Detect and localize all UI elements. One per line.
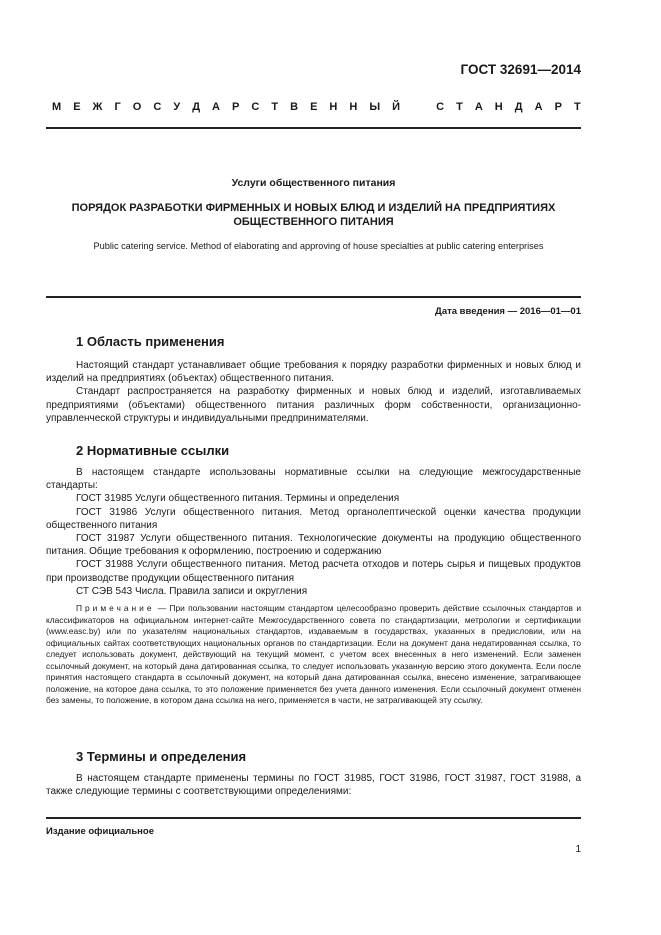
reference-item: ГОСТ 31988 Услуги общественного питания. Метод расчета отходов и потерь сырья и пищевых продуктов при производстве продукции общественного питания xyxy=(46,559,581,584)
standard-number: ГОСТ 32691—2014 xyxy=(460,62,581,77)
top-rule xyxy=(46,127,581,129)
reference-note xyxy=(46,603,581,707)
section-3-paragraph-1: В настоящем стандарте применены термины по ГОСТ 31985, ГОСТ 31986, ГОСТ 31987, ГОСТ 31988, а также следующие термины с соответствующими определениями: xyxy=(46,773,581,798)
banner-letter: С xyxy=(251,101,260,113)
banner-letter: Р xyxy=(554,101,562,113)
section-2-heading: 2 Нормативные ссылки xyxy=(76,443,230,458)
section-1-heading: 1 Область применения xyxy=(76,334,225,349)
banner-letter: Е xyxy=(73,101,81,113)
banner-letter: В xyxy=(290,101,299,113)
section-2-body xyxy=(46,466,581,707)
section-2-intro: В настоящем стандарте использованы нормативные ссылки на следующие межгосударственные стандарты: xyxy=(46,467,581,492)
banner-letter: Н xyxy=(349,101,358,113)
banner-letter: С xyxy=(153,101,162,113)
reference-item: ГОСТ 31985 Услуги общественного питания. Термины и определения xyxy=(76,493,400,505)
banner-letter: Р xyxy=(232,101,240,113)
section-1-body xyxy=(46,359,581,425)
banner-letter: Д xyxy=(192,101,201,113)
banner-letter: А xyxy=(212,101,220,113)
section-1-paragraph-1: Настоящий стандарт устанавливает общие требования к порядку разработки фирменных и новых блюд и изделий на предприятиях (объектах) общественного питания. xyxy=(46,360,581,385)
banner-letter: Ы xyxy=(369,101,381,113)
banner-letter: О xyxy=(132,101,142,113)
banner-letter: А xyxy=(474,101,483,113)
subject-title: Услуги общественного питания xyxy=(231,177,396,189)
bottom-rule xyxy=(46,817,581,819)
banner-letter: М xyxy=(52,101,62,113)
official-edition-label: Издание официальное xyxy=(46,826,154,837)
reference-item: ГОСТ 31987 Услуги общественного питания. Технологические документы на продукцию общественного питания. Общие требования к оформлению, построению и содержанию xyxy=(46,533,581,558)
note-label: Примечание xyxy=(76,603,155,614)
interstate-standard-banner xyxy=(52,101,581,113)
reference-item: ГОСТ 31986 Услуги общественного питания. Метод органолептической оценки качества продукции общественного питания xyxy=(46,506,581,531)
banner-letter: Е xyxy=(310,101,318,113)
banner-letter: Д xyxy=(514,101,523,113)
english-title: Public catering service. Method of elaborating and approving of house specialties at public catering enterprises xyxy=(93,241,544,251)
banner-letter: Т xyxy=(573,101,581,113)
main-title: ПОРЯДОК РАЗРАБОТКИ ФИРМЕННЫХ И НОВЫХ БЛЮД И ИЗДЕЛИЙ НА ПРЕДПРИЯТИЯХ ОБЩЕСТВЕННОГО ПИТАНИЯ xyxy=(71,202,556,228)
banner-letter: Й xyxy=(392,101,401,113)
introduction-date: Дата введения — 2016—01—01 xyxy=(435,306,581,317)
section-3-body xyxy=(46,772,581,798)
banner-letter: У xyxy=(173,101,181,113)
banner-letter: Н xyxy=(329,101,338,113)
section-1-paragraph-2: Стандарт распространяется на разработку фирменных и новых блюд и изделий, изготавливаемых предприятиями (объектами) общественного питания различных форм собственности, организационно-управленческой структуры и индивидуальными предпринимателями. xyxy=(46,386,581,424)
banner-letter: Г xyxy=(114,101,121,113)
banner-letter: С xyxy=(436,101,445,113)
section-3-heading: 3 Термины и определения xyxy=(76,749,247,764)
note-text: — При пользовании настоящим стандартом целесообразно проверить действие ссылочных стандартов и классификаторов на официальном интернет-сайте Межгосударственного совета по стандартизации, метрологии и сертификации (www.easc.by) или по указателям национальных стандартов, издаваемым в государствах, указанных в предисловии, или на официальных сайтах соответствующих национальных органов по стандартизации. Если на документ дана недатированная ссылка, то следует использовать документ, действующий на текущий момент, с учетом всех внесенных в него изменений. Если заменен ссылочный документ, на который дана датированная ссылка, то следует использовать указанную версию этого документа. Если после принятия настоящего стандарта в ссылочный документ, на который дана датированная ссылка, внесено изменение, затрагивающее положение, на которое дана ссылка, то это положение применяется без учета данного изменения. Если ссылочный документ отменен без замены, то положение, в котором дана ссылка на него, применяется в части, не затрагивающей эту ссылку. xyxy=(46,603,581,706)
banner-letter: Н xyxy=(494,101,503,113)
page-number: 1 xyxy=(575,844,581,855)
middle-rule xyxy=(46,296,581,298)
banner-letter: Т xyxy=(271,101,279,113)
banner-letter: А xyxy=(534,101,543,113)
banner-letter: Т xyxy=(456,101,463,113)
banner-letter: Ж xyxy=(92,101,103,113)
reference-item: СТ СЭВ 543 Числа. Правила записи и округления xyxy=(76,585,308,597)
